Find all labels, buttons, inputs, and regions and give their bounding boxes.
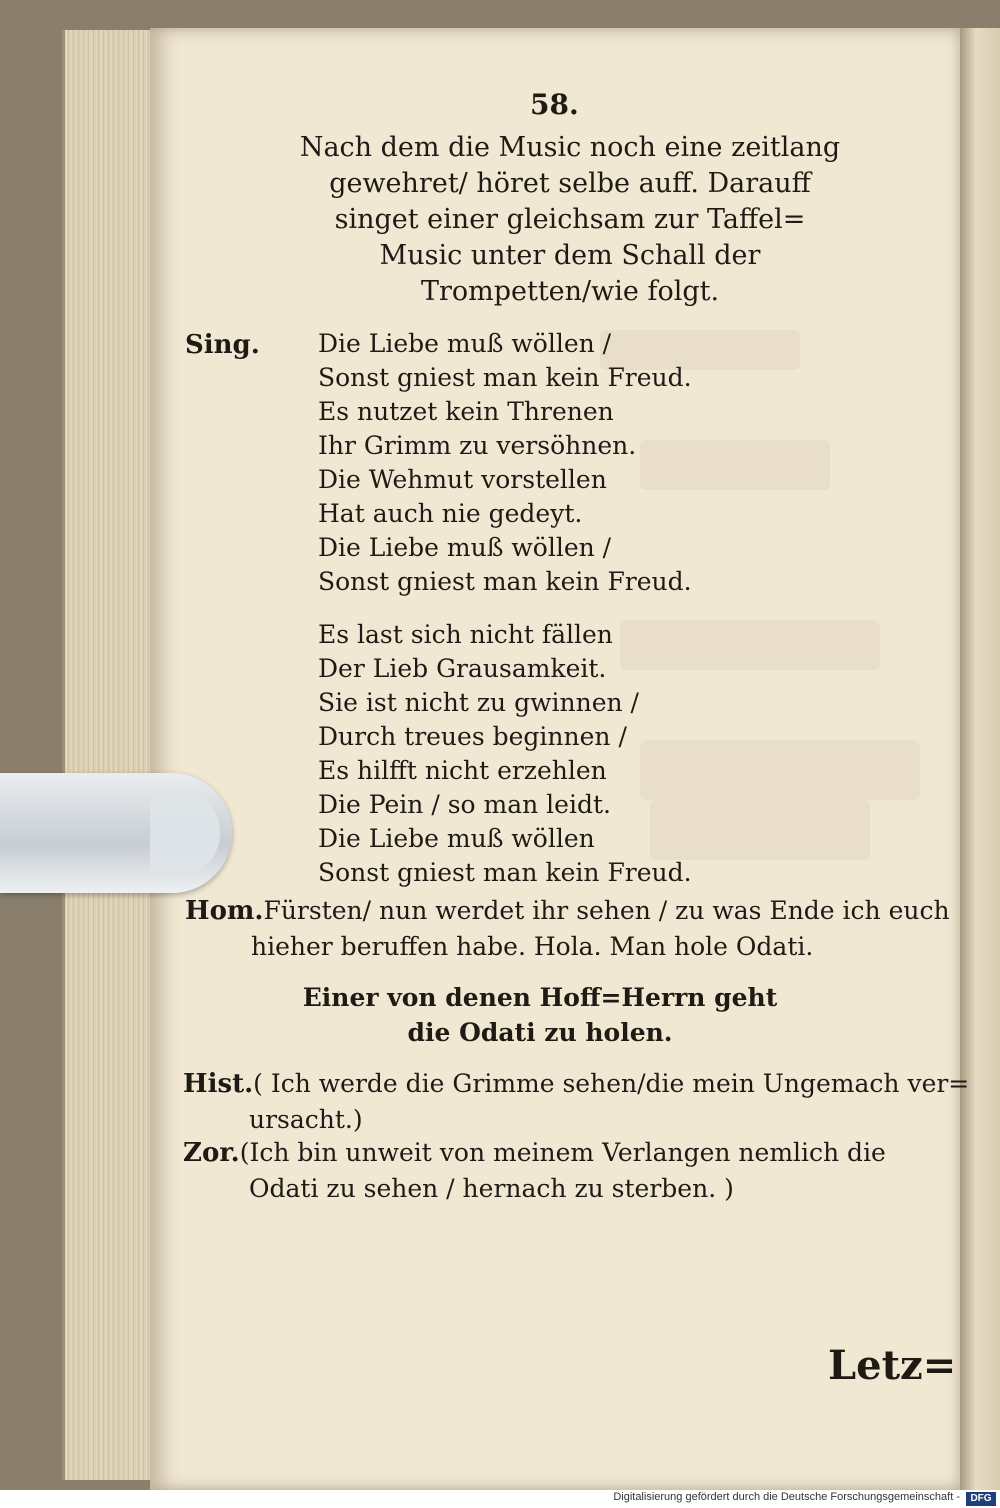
dialogue-line: (Ich bin unweit von meinem Verlangen nemlich die — [239, 1138, 886, 1167]
stage-direction-line: Einer von denen Hoff=Herrn geht — [302, 983, 778, 1012]
page-number: 58. — [530, 88, 579, 121]
dialogue-line: Odati zu sehen / hernach zu sterben. ) — [249, 1174, 734, 1203]
verse-line: Durch treues beginnen / — [318, 722, 627, 751]
speaker-label: Hom. — [185, 896, 264, 926]
dialogue-line: Fürsten/ nun werdet ihr sehen / zu was Ende ich euch — [263, 896, 950, 925]
heading-line: gewehret/ höret selbe auff. Darauff — [329, 168, 811, 199]
verse-line: Die Liebe muß wöllen / — [318, 329, 612, 358]
dialogue-line: ursacht.) — [249, 1105, 363, 1134]
verse-line: Die Wehmut vorstellen — [318, 465, 607, 494]
verse-line: Es hilfft nicht erzehlen — [318, 756, 607, 785]
verse-line: Die Liebe muß wöllen / — [318, 533, 612, 562]
dialogue-line: hieher beruffen habe. Hola. Man hole Odati. — [251, 932, 814, 961]
heading-line: singet einer gleichsam zur Taffel= — [334, 204, 806, 235]
verse-line: Es last sich nicht fällen — [318, 620, 613, 649]
dialogue-zor — [183, 1135, 886, 1206]
verse-line: Sonst gniest man kein Freud. — [318, 858, 692, 887]
verse-line: Ihr Grimm zu versöhnen. — [318, 431, 637, 460]
verse-line: Es nutzet kein Threnen — [318, 397, 614, 426]
stanza-1 — [318, 327, 692, 599]
verse-line: Hat auch nie gedeyt. — [318, 499, 583, 528]
footer-credit: Digitalisierung gefördert durch die Deutsche Forschungsgemeinschaft - — [613, 1491, 960, 1503]
dialogue-hom — [185, 893, 950, 964]
speaker-label: Hist. — [183, 1069, 254, 1099]
heading-line: Nach dem die Music noch eine zeitlang — [299, 132, 841, 163]
stage-direction — [300, 980, 780, 1050]
gutter — [960, 28, 1000, 1490]
heading-line: Music unter dem Schall der — [379, 240, 761, 271]
stage-direction-line: die Odati zu holen. — [407, 1018, 673, 1047]
heading-line: Trompetten/wie folgt. — [420, 276, 720, 307]
verse-line: Die Liebe muß wöllen — [318, 824, 595, 853]
dfg-logo: DFG — [966, 1492, 996, 1506]
dialogue-line: ( Ich werde die Grimme sehen/die mein Ungemach ver= — [253, 1069, 970, 1098]
verse-line: Die Pein / so man leidt. — [318, 790, 611, 819]
speaker-label: Zor. — [183, 1138, 240, 1168]
page-edges — [62, 30, 157, 1480]
stanza-2 — [318, 618, 692, 890]
verse-line: Der Lieb Grausamkeit. — [318, 654, 607, 683]
verse-line: Sonst gniest man kein Freud. — [318, 567, 692, 596]
catchword: Letz= — [828, 1342, 957, 1389]
dialogue-hist — [183, 1066, 969, 1137]
verse-line: Sonst gniest man kein Freud. — [318, 363, 692, 392]
verse-line: Sie ist nicht zu gwinnen / — [318, 688, 639, 717]
heading-block — [270, 130, 870, 310]
speaker-label: Sing. — [185, 330, 260, 360]
